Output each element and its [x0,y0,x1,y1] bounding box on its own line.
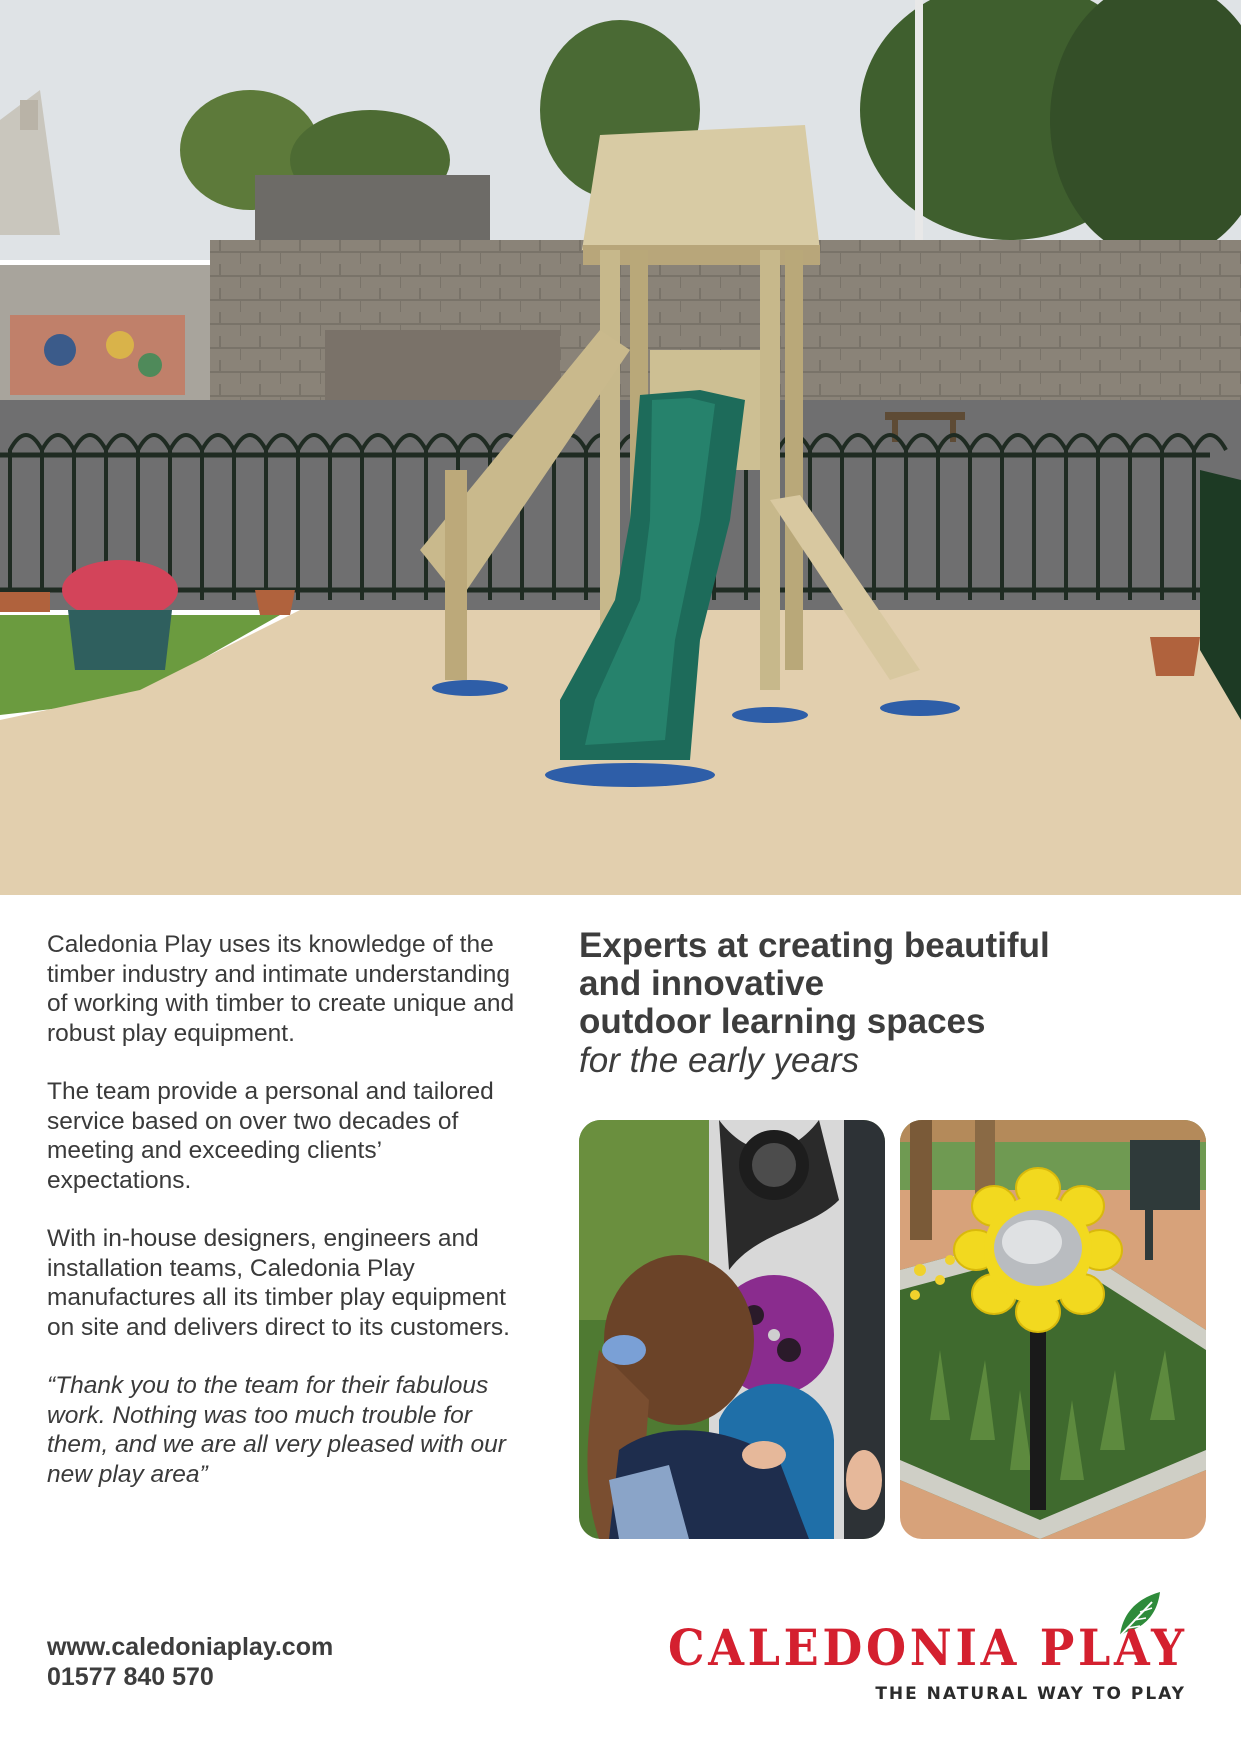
logo-tagline: THE NATURAL WAY TO PLAY [875,1684,1186,1704]
intro-copy [47,930,517,1518]
website-link[interactable]: www.caledoniaplay.com [47,1633,334,1661]
customer-quote: “Thank you to the team for their fabulous work. Nothing was too much trouble for them, and we are all very pleased with our new play area” [47,1372,506,1488]
headline-line-2: and innovative [579,964,825,1003]
child-play-panel-photo [579,1120,885,1539]
logo-wordmark: CALEDONIA PLAY [668,1618,1188,1677]
phone-number: 01577 840 570 [47,1663,214,1691]
headline-line-3: outdoor learning spaces [579,1002,986,1041]
intro-paragraph-2: The team provide a personal and tailored service based on over two decades of meeting and exceeding clients’ expectations. [47,1078,494,1194]
intro-paragraph-1: Caledonia Play uses its knowledge of the timber industry and intimate understanding of working with timber to create unique and robust play equipment. [47,931,515,1047]
caledonia-play-logo [668,1588,1208,1704]
sunflower-drum-photo [900,1120,1206,1539]
headline-line-1: Experts at creating beautiful [579,926,1050,965]
contact-details [47,1632,333,1692]
headline [579,927,1199,1081]
headline-subline: for the early years [579,1041,860,1080]
intro-paragraph-3: With in-house designers, engineers and installation teams, Caledonia Play manufactures all its timber play equipment on site and delivers direct to its customers. [47,1225,510,1341]
